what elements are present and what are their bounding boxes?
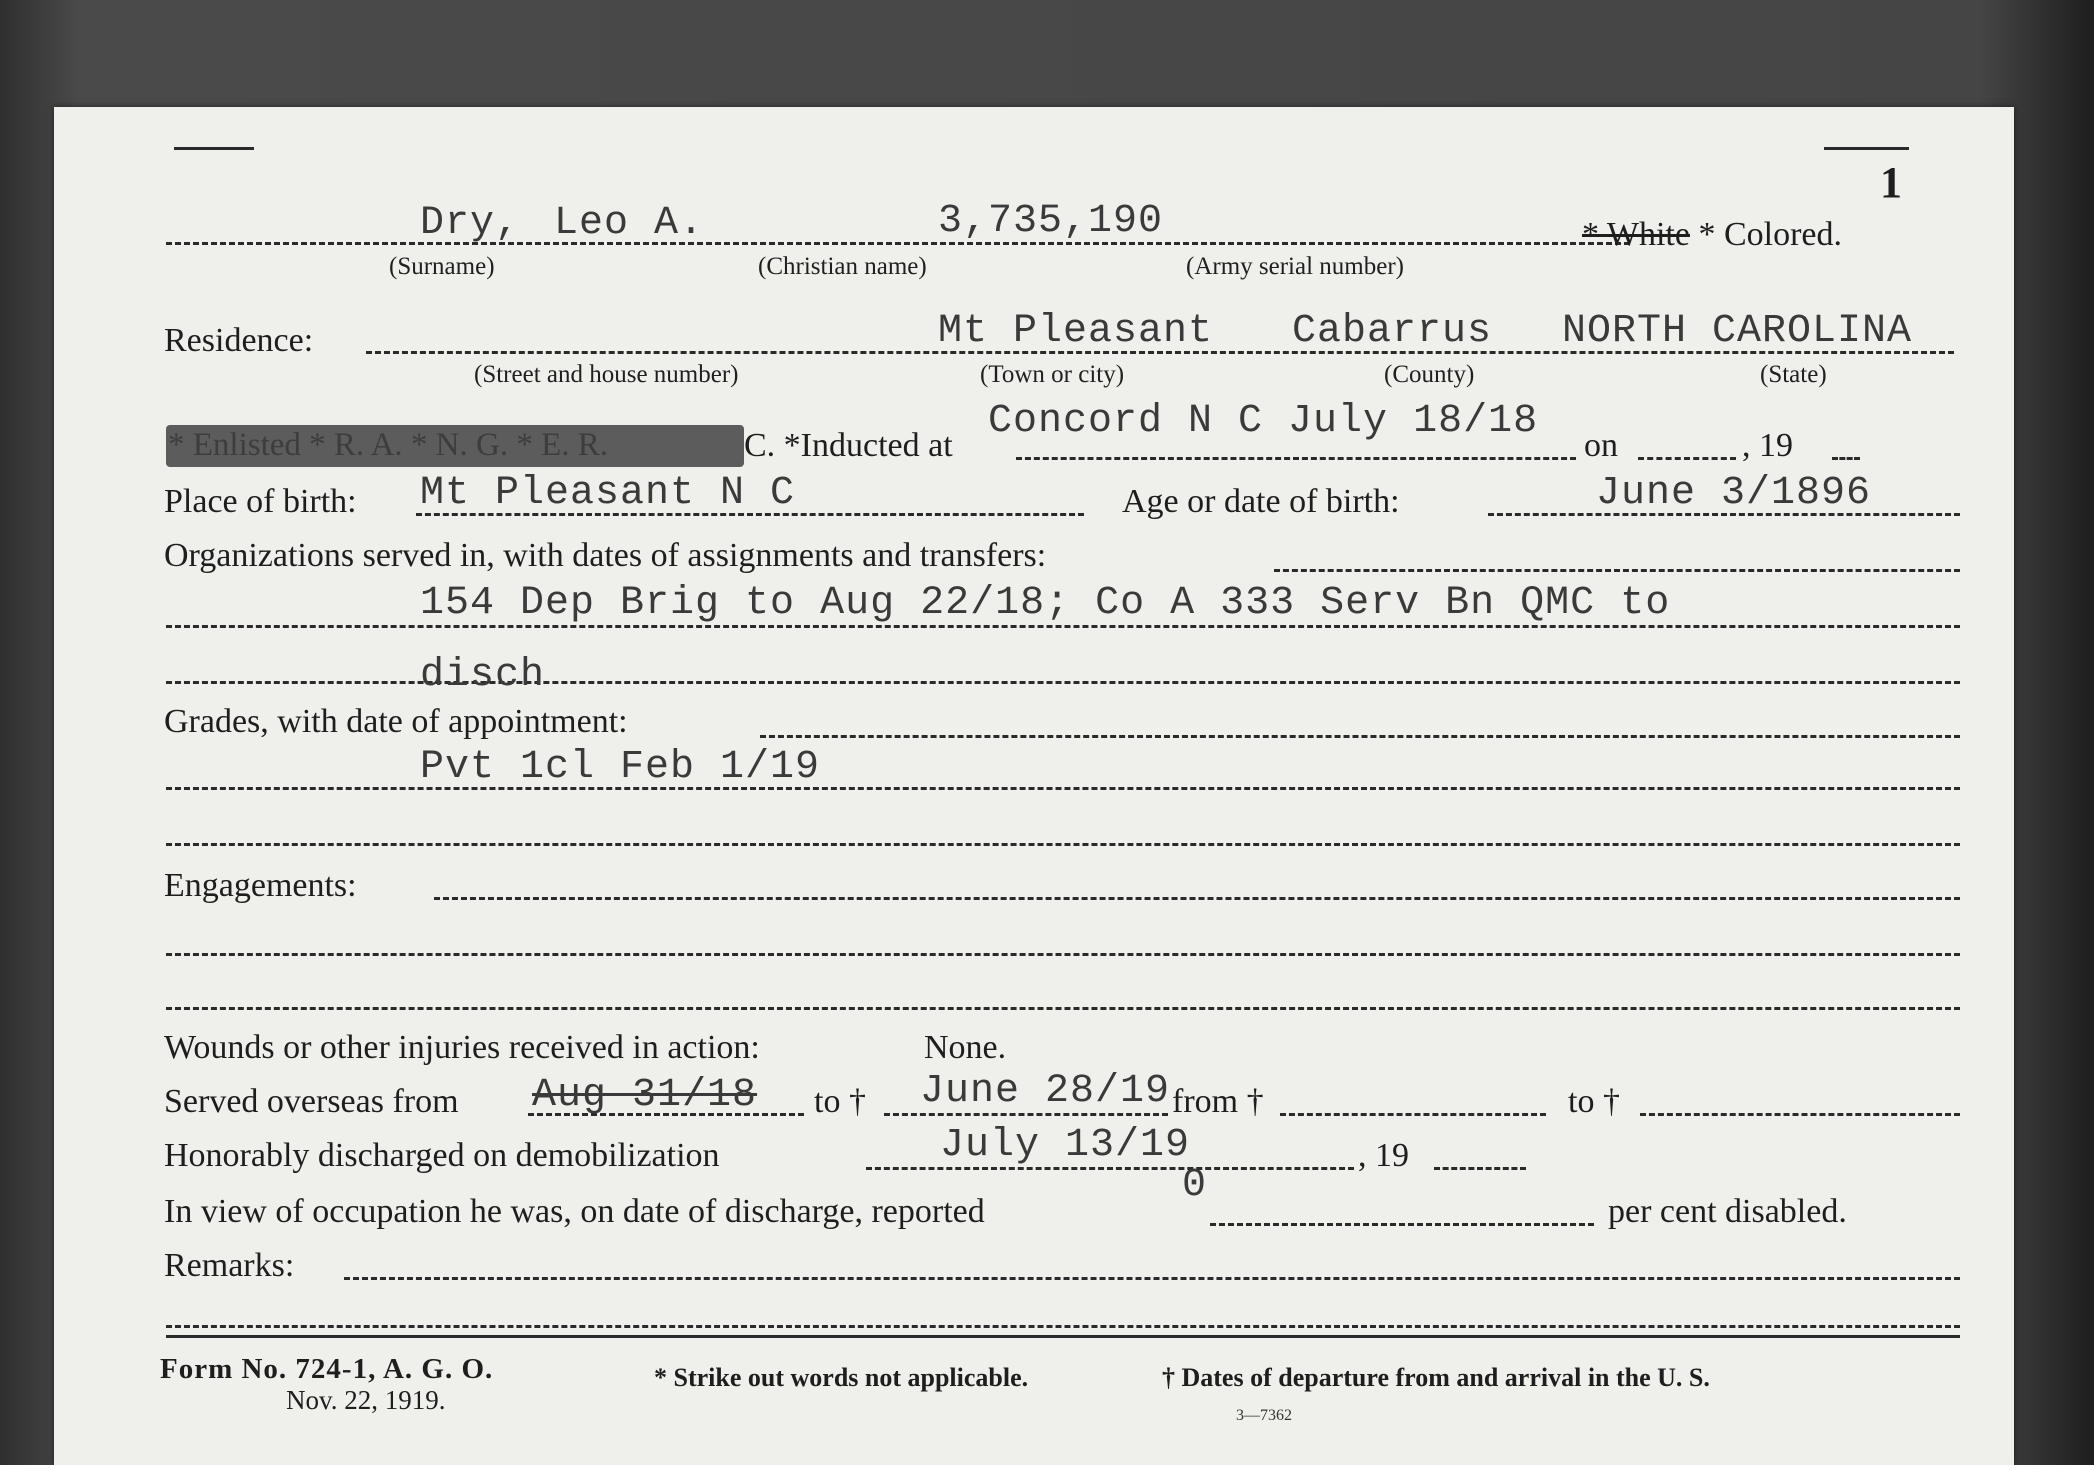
overseas-to-value: June 28/19	[920, 1069, 1171, 1114]
engagements-line-1	[166, 953, 1960, 956]
surname-caption: (Surname)	[389, 253, 495, 280]
year-label: , 19	[1742, 427, 1793, 464]
residence-county: Cabarrus	[1292, 309, 1493, 354]
grades-label: Grades, with date of appointment:	[164, 703, 628, 740]
engagements-line-0	[434, 897, 1960, 900]
grades-line-0	[760, 735, 1960, 738]
year-line	[1832, 457, 1860, 460]
organizations-line-0	[1274, 569, 1960, 572]
county-caption: (County)	[1384, 361, 1475, 388]
overseas-from2-line	[1280, 1113, 1546, 1116]
footer-rule	[166, 1335, 1960, 1338]
grades-line-2	[166, 843, 1960, 846]
disability-line	[1210, 1223, 1594, 1226]
street-caption: (Street and house number)	[474, 361, 739, 388]
organizations-label: Organizations served in, with dates of assignments and transfers:	[164, 537, 1047, 574]
on-line	[1638, 457, 1736, 460]
town-caption: (Town or city)	[980, 361, 1125, 388]
overseas-label: Served overseas from	[164, 1083, 459, 1120]
disability-suffix: per cent disabled.	[1608, 1193, 1847, 1230]
residence-label: Residence:	[164, 322, 314, 359]
footnote-strike: * Strike out words not applicable.	[654, 1363, 1029, 1392]
top-right-rule	[1824, 147, 1909, 150]
inducted-at-label: C. *Inducted at	[744, 427, 953, 464]
form-number: Form No. 724-1, A. G. O.	[160, 1353, 494, 1385]
date-of-birth-value: June 3/1896	[1596, 471, 1872, 516]
discharge-year-line	[1434, 1167, 1526, 1170]
state-caption: (State)	[1760, 361, 1827, 388]
age-label: Age or date of birth:	[1122, 483, 1400, 520]
remarks-label: Remarks:	[164, 1247, 295, 1284]
organizations-value-1: 154 Dep Brig to Aug 22/18; Co A 333 Serv Bn QMC to	[420, 581, 1671, 626]
overseas-to2-line	[1640, 1113, 1960, 1116]
inducted-at-line	[1016, 457, 1576, 460]
engagements-label: Engagements:	[164, 867, 357, 904]
remarks-line-1	[166, 1325, 1960, 1328]
serial-number-caption: (Army serial number)	[1186, 253, 1404, 280]
christian-name-caption: (Christian name)	[758, 253, 927, 280]
top-left-rule	[174, 147, 254, 150]
form-date: Nov. 22, 1919.	[286, 1385, 446, 1415]
place-of-birth-label: Place of birth:	[164, 483, 357, 520]
discharge-label: Honorably discharged on demobilization	[164, 1137, 720, 1174]
remarks-line-0	[344, 1277, 1960, 1280]
on-label: on	[1584, 427, 1618, 464]
organizations-value-2: disch	[420, 653, 546, 698]
card-number: 1	[1880, 158, 1902, 207]
discharge-date: July 13/19	[940, 1123, 1191, 1168]
discharge-year-label: , 19	[1358, 1137, 1409, 1174]
serial-number-value: 3,735,190	[938, 199, 1164, 244]
print-code: 3—7362	[1236, 1407, 1292, 1424]
name-line	[166, 242, 1630, 245]
overseas-to-label: to †	[814, 1083, 866, 1120]
disability-label: In view of occupation he was, on date of discharge, reported	[164, 1193, 985, 1230]
service-record-card	[54, 107, 2014, 1465]
residence-town: Mt Pleasant	[938, 309, 1214, 354]
engagements-line-2	[166, 1007, 1960, 1010]
grades-value-1: Pvt 1cl Feb 1/19	[420, 745, 821, 790]
race-white-struck: * White	[1582, 216, 1690, 253]
race-colored: * Colored.	[1698, 216, 1843, 253]
overseas-from-value: Aug 31/18	[532, 1073, 758, 1118]
wounds-label: Wounds or other injuries received in action:	[164, 1029, 760, 1066]
wounds-value: None.	[924, 1029, 1007, 1066]
overseas-to2-label: to †	[1568, 1083, 1620, 1120]
inducted-place-date: Concord N C July 18/18	[988, 399, 1539, 444]
footnote-dates: † Dates of departure from and arrival in the U. S.	[1162, 1363, 1710, 1392]
residence-state: NORTH CAROLINA	[1562, 309, 1913, 354]
place-of-birth-value: Mt Pleasant N C	[420, 471, 796, 516]
enlistment-options-text: * Enlisted * R. A. * N. G. * E. R.	[168, 427, 609, 463]
christian-name-value: Leo A.	[554, 201, 705, 246]
surname-value: Dry,	[420, 201, 521, 246]
overseas-from2-label: from †	[1172, 1083, 1264, 1120]
disability-value: 0	[1182, 1163, 1208, 1208]
